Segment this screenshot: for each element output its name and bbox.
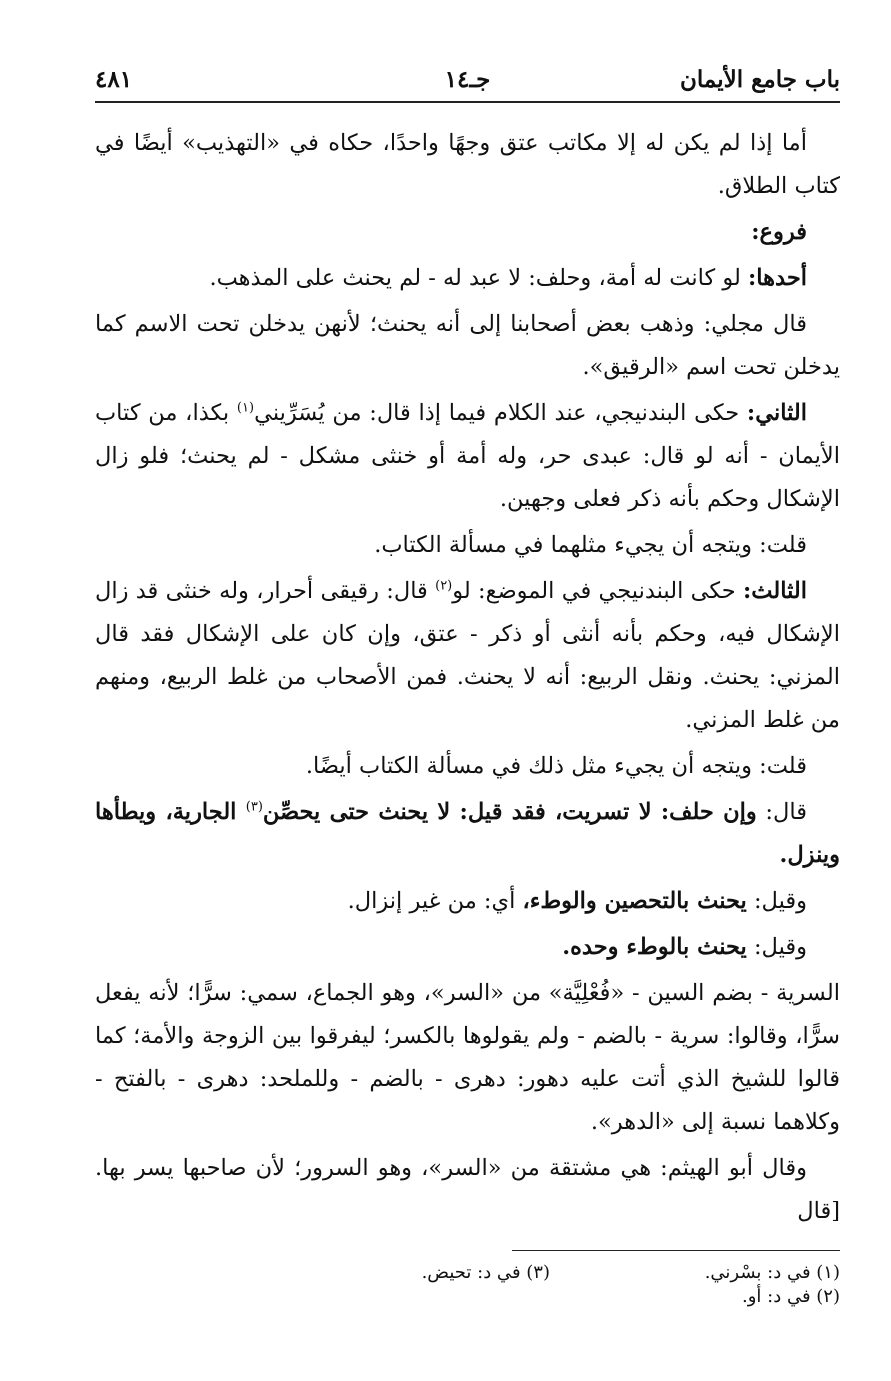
matn-text: يحنث بالوطء وحده. xyxy=(562,934,747,960)
matn-text: يحنث بالتحصين والوطء، xyxy=(522,888,747,914)
chapter-title: باب جامع الأيمان xyxy=(680,66,840,93)
footnote-2: (٢) في د: أو. xyxy=(742,1286,840,1307)
paragraph xyxy=(95,791,840,877)
footnote-ref: (١) xyxy=(236,400,255,416)
paragraph-text: أي: من غير إنزال. xyxy=(347,888,523,914)
paragraph-text: حكى البندنيجي في الموضع: لو xyxy=(452,578,743,604)
paragraph xyxy=(95,257,840,300)
paragraph-text: حكى البندنيجي، عند الكلام فيما إذا قال: من يُسَرِّيني xyxy=(254,400,747,426)
volume-number: جـ١٤ xyxy=(444,66,491,93)
paragraph: قال مجلي: وذهب بعض أصحابنا إلى أنه يحنث؛ لأنهن يدخلن تحت الاسم كما يدخلن تحت اسم «الرقيق». xyxy=(95,311,840,380)
page-number: ٤٨١ xyxy=(95,66,133,93)
paragraph xyxy=(95,570,840,742)
footnote-ref: (٢) xyxy=(435,578,453,594)
footnote-divider xyxy=(512,1250,840,1251)
footnote-1: (١) في د: بسْرني. xyxy=(704,1262,840,1283)
header-divider xyxy=(95,101,840,103)
paragraph: وقال أبو الهيثم: هي مشتقة من «السر»، وهو السرور؛ لأن صاحبها يسر بها. [قال xyxy=(95,1155,840,1224)
footnote-3: (٣) في د: تحيض. xyxy=(421,1262,550,1283)
paragraph: أما إذا لم يكن له إلا مكاتب عتق وجهًا واحدًا، حكاه في «التهذيب» أيضًا في كتاب الطلاق. xyxy=(95,130,840,199)
paragraph: السرية - بضم السين - «فُعْلِيَّة» من «السر»، وهو الجماع، سمي: سرًّا؛ لأنه يفعل سرًّا، وقالوا: سرية - بالضم - ولم يقولوها بالكسر؛ ليفرقوا بين الزوجة والأمة؛ كما قالوا للشيخ الذي أتت عليه دهور: دهرى - بالضم - وللملحد: دهرى - بالفتح - وكلاهما نسبة إلى «الدهر». xyxy=(95,980,840,1135)
paragraph-text: لو كانت له أمة، وحلف: لا عبد له - لم يحنث على المذهب. xyxy=(209,265,748,291)
paragraph-text: وقيل: xyxy=(746,934,807,960)
paragraph: قلت: ويتجه أن يجيء مثلهما في مسألة الكتاب. xyxy=(374,532,807,558)
paragraph-lead: أحدها: xyxy=(748,265,807,291)
matn-text: وإن حلف: لا تسريت، فقد قيل: لا يحنث حتى يحصِّن xyxy=(262,799,757,825)
paragraph xyxy=(95,880,840,923)
paragraph-text: وقيل: xyxy=(746,888,807,914)
matn-text: الجارية، ويطأها وينزل. xyxy=(95,799,840,868)
main-text xyxy=(95,122,840,1224)
paragraph xyxy=(95,926,840,969)
paragraph-text: قال: xyxy=(756,799,807,825)
paragraph xyxy=(95,392,840,521)
paragraph: قلت: ويتجه أن يجيء مثل ذلك في مسألة الكتاب أيضًا. xyxy=(305,753,807,779)
footnotes xyxy=(280,1261,840,1321)
footnote-ref: (٣) xyxy=(245,799,263,815)
section-heading: فروع: xyxy=(751,219,807,245)
running-header xyxy=(95,58,840,98)
paragraph-lead: الثاني: xyxy=(746,400,807,426)
paragraph-text: بكذا، من كتاب الأيمان - أنه لو قال: عبدى حر، وله أمة أو خنثى مشكل - لم يحنث؛ فلو زال الإشكال وحكم بأنه ذكر فعلى وجهين. xyxy=(95,400,840,512)
paragraph-text: قال: رقيقى أحرار، وله خنثى قد زال الإشكال فيه، وحكم بأنه أنثى أو ذكر - عتق، وإن كان على الإشكال فقد قال المزني: يحنث. ونقل الربيع: أنه لا يحنث. فمن الأصحاب من غلط الربيع، ومنهم من غلط المزني. xyxy=(95,578,840,733)
paragraph-lead: الثالث: xyxy=(742,578,807,604)
